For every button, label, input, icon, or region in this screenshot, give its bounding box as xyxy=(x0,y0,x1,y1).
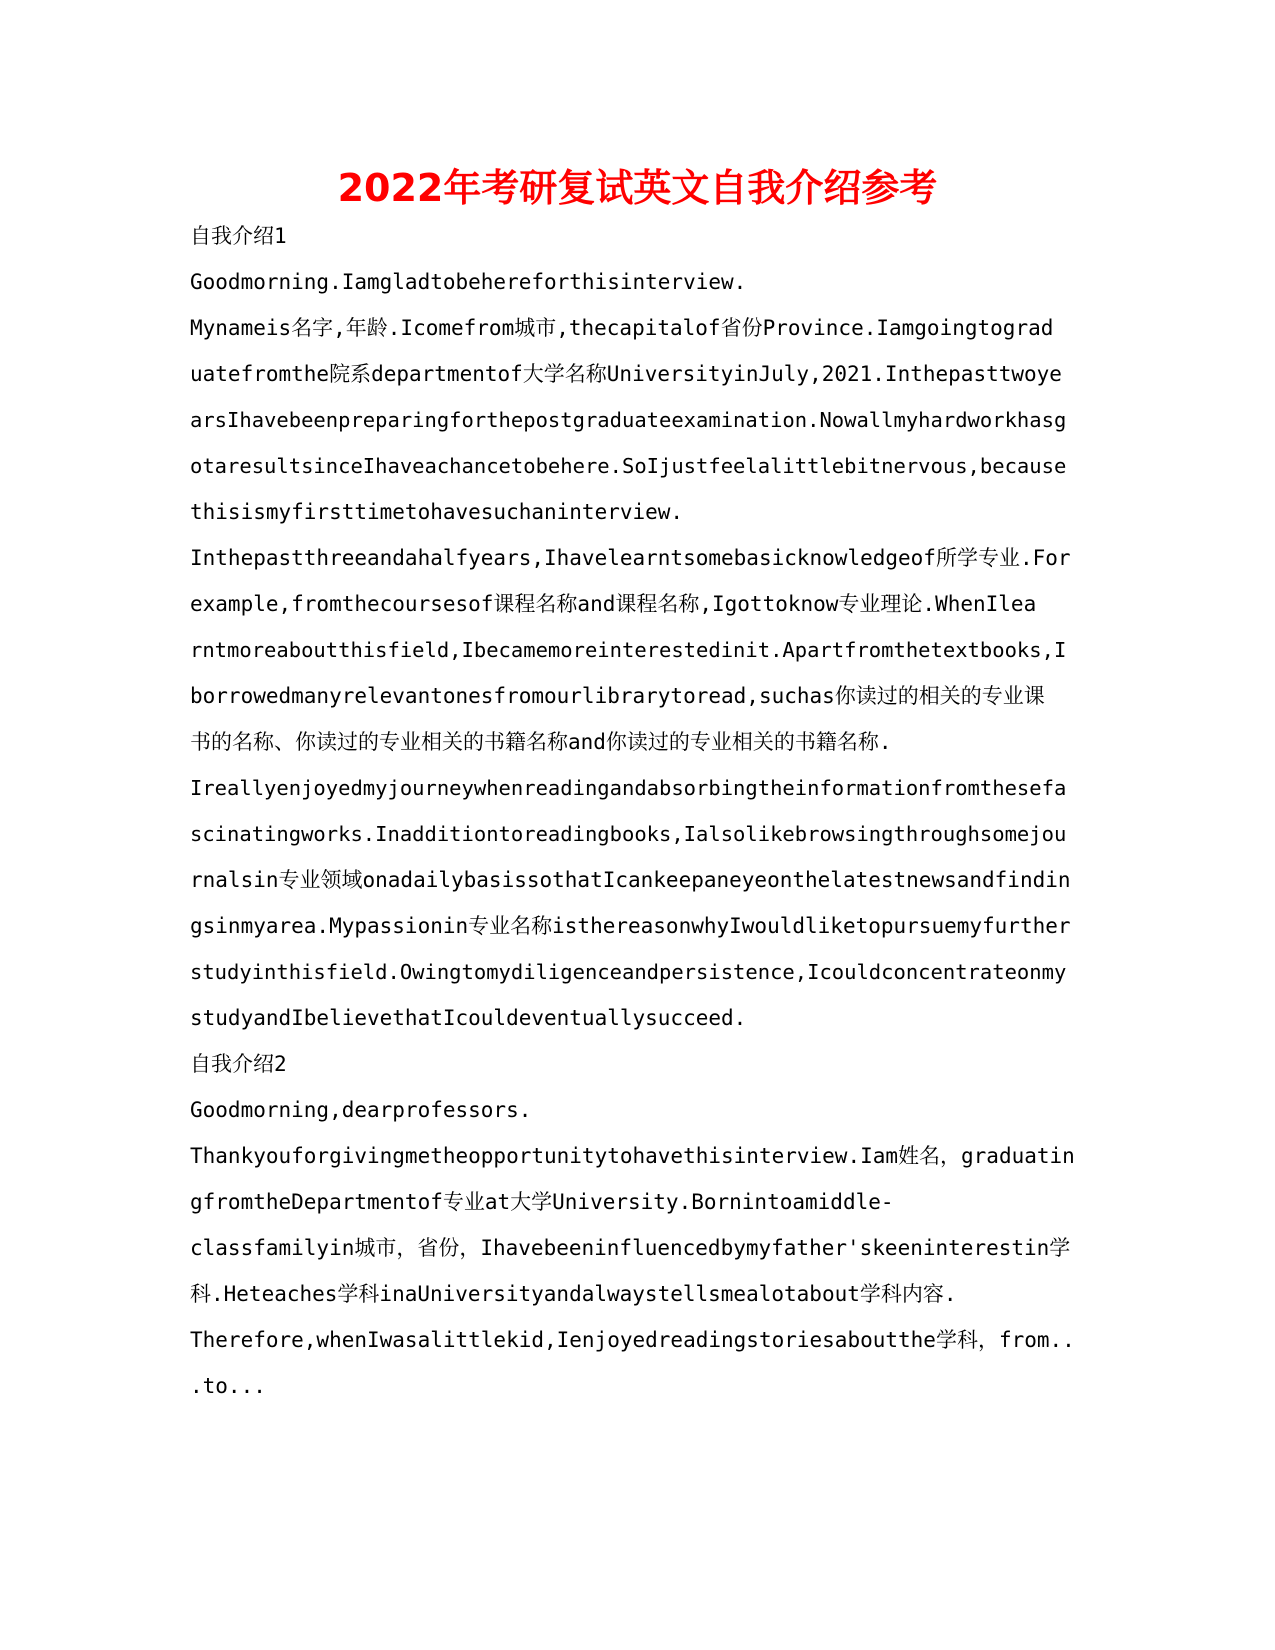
text-line: .to... xyxy=(190,1374,266,1398)
text-line: Therefore,whenIwasalittlekid,Ienjoyedreadingstoriesaboutthe学科，from.. xyxy=(190,1328,1075,1352)
text-line: example,fromthecoursesof课程名称and课程名称,Igottoknow专业理论.WhenIlea xyxy=(190,592,1037,616)
text-line: gfromtheDepartmentof专业at大学University.Bornintoamiddle- xyxy=(190,1190,894,1214)
text-line: Mynameis名字,年龄.Icomefrom城市,thecapitalof省份Province.Iamgoingtograd xyxy=(190,316,1054,340)
text-line: Ireallyenjoyedmyjourneywhenreadingandabsorbingtheinformationfromthesefa xyxy=(190,776,1067,800)
text-line: rnalsin专业领域onadailybasissothatIcankeepaneyeonthelatestnewsandfindin xyxy=(190,868,1071,892)
text-line: studyandIbelievethatIcouldeventuallysucceed. xyxy=(190,1006,747,1030)
document-title: 2022年考研复试英文自我介绍参考 xyxy=(337,166,938,210)
text-line: Thankyouforgivingmetheopportunitytohavethisinterview.Iam姓名，graduatin xyxy=(190,1144,1075,1168)
section-heading: 自我介绍2 xyxy=(190,1052,287,1076)
text-line: borrowedmanyrelevantonesfromourlibrarytoread,suchas你读过的相关的专业课 xyxy=(190,684,1045,708)
text-line: classfamilyin城市，省份，Ihavebeeninfluencedbymyfather'skeeninterestin学 xyxy=(190,1236,1071,1260)
text-line: scinatingworks.Inadditiontoreadingbooks,Ialsolikebrowsingthroughsomejou xyxy=(190,822,1067,846)
text-line: Goodmorning.Iamgladtobehereforthisinterview. xyxy=(190,270,747,294)
text-line: thisismyfirsttimetohavesuchaninterview. xyxy=(190,500,684,524)
text-line: studyinthisfield.Owingtomydiligenceandpersistence,Icouldconcentrateonmy xyxy=(190,960,1067,984)
text-line: arsIhavebeenpreparingforthepostgraduateexamination.Nowallmyhardworkhasg xyxy=(190,408,1067,432)
text-line: Inthepastthreeandahalfyears,Ihavelearntsomebasicknowledgeof所学专业.For xyxy=(190,546,1071,570)
section-heading: 自我介绍1 xyxy=(190,224,287,248)
text-line: rntmoreaboutthisfield,Ibecamemoreinterestedinit.Apartfromthetextbooks,I xyxy=(190,638,1067,662)
text-line: uatefromthe院系departmentof大学名称UniversityinJuly,2021.Inthepasttwoye xyxy=(190,362,1062,386)
text-line: gsinmyarea.Mypassionin专业名称isthereasonwhyIwouldliketopursuemyfurther xyxy=(190,914,1071,938)
text-line: 书的名称、你读过的专业相关的书籍名称and你读过的专业相关的书籍名称. xyxy=(190,730,892,754)
text-line: 科.Heteaches学科inaUniversityandalwaystellsmealotabout学科内容. xyxy=(190,1282,957,1306)
text-line: otaresultsinceIhaveachancetobehere.SoIjustfeelalittlebitnervous,because xyxy=(190,454,1067,478)
text-line: Goodmorning,dearprofessors. xyxy=(190,1098,532,1122)
